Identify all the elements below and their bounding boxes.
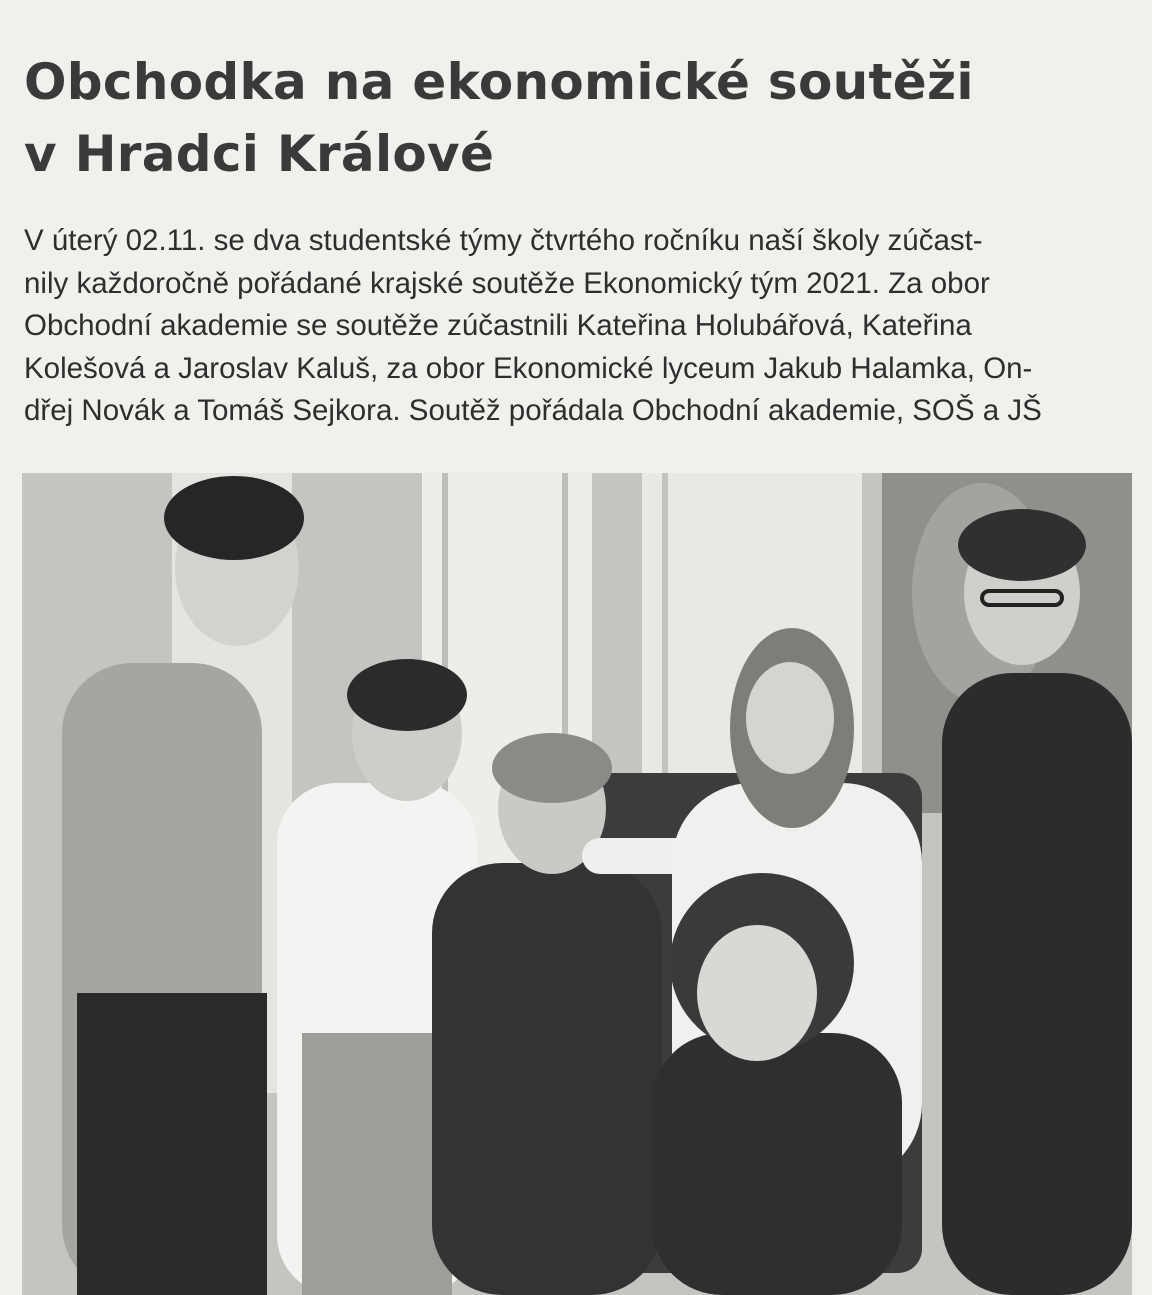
body-line-5: dřej Novák a Tomáš Sejkora. Soutěž pořádala Obchodní akademie, SOŠ a JŠ xyxy=(24,394,1042,427)
body-line-1: V úterý 02.11. se dva studentské týmy čtvrtého ročníku naší školy zúčast- xyxy=(24,224,983,257)
title-line-2: v Hradci Králové xyxy=(24,125,495,183)
body-line-3: Obchodní akademie se soutěže zúčastnili Kateřina Holubářová, Kateřina xyxy=(24,309,972,342)
group-photo xyxy=(22,473,1132,1295)
body-line-4: Kolešová a Jaroslav Kaluš, za obor Ekonomické lyceum Jakub Halamka, On- xyxy=(24,351,1033,385)
body-line-2: nily každoročně pořádané krajské soutěže Ekonomický tým 2021. Za obor xyxy=(24,266,990,300)
article-body xyxy=(24,220,1129,433)
title-line-1: Obchodka na ekonomické soutěži xyxy=(24,53,974,111)
article-title xyxy=(24,46,974,190)
